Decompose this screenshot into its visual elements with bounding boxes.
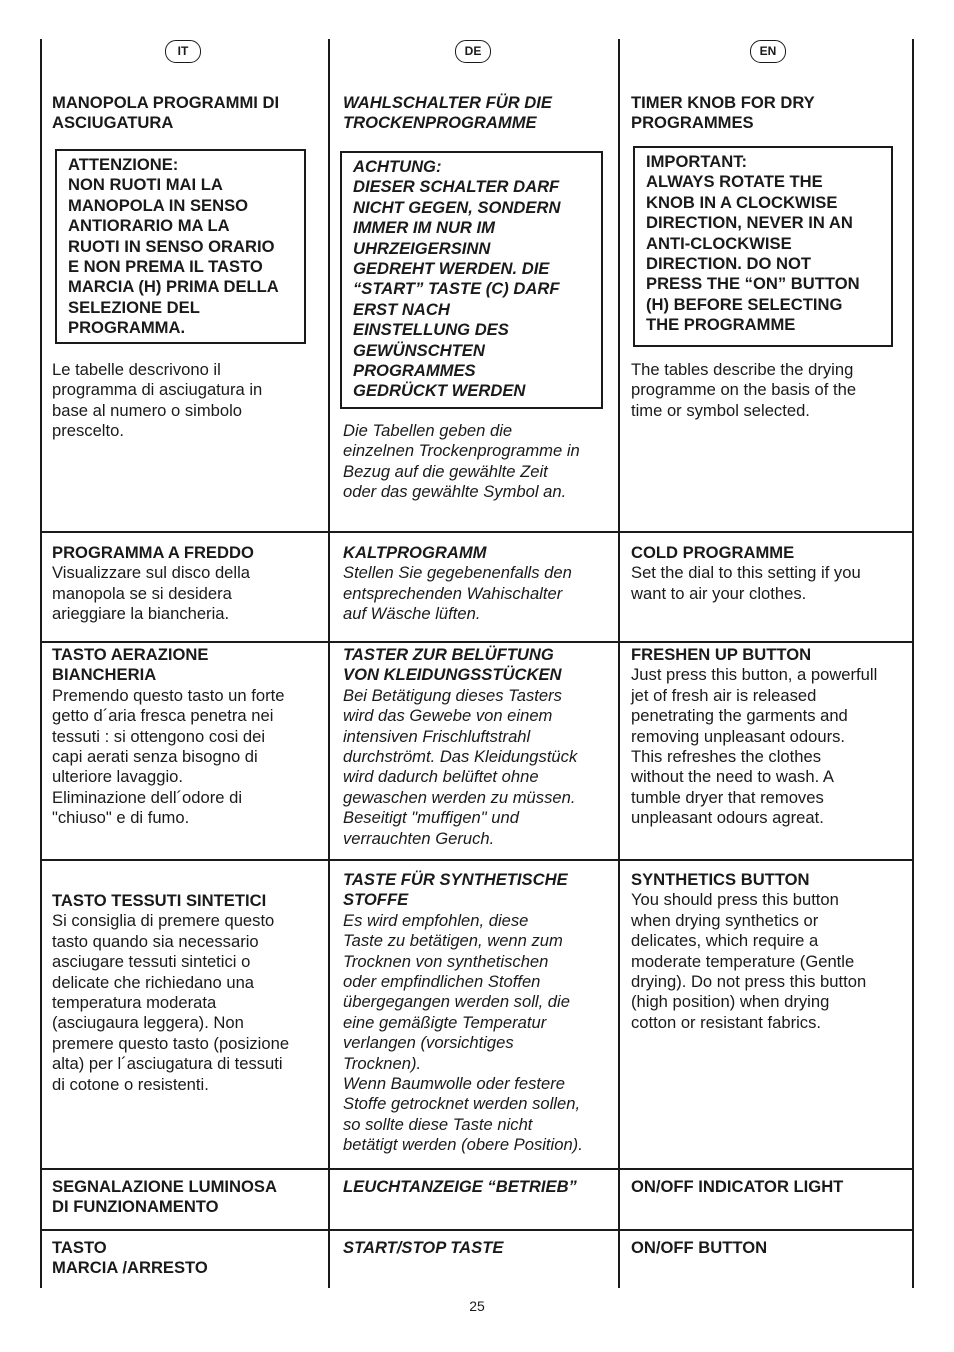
page-number: 25 [469, 1298, 485, 1314]
indicator-light-en: ON/OFF INDICATOR LIGHT [631, 1177, 844, 1196]
warning-box-de: ACHTUNG: DIESER SCHALTER DARF NICHT GEGEN, SONDERN IMMER IM NUR IM UHRZEIGERSINN GEDREHT WERDEN. DIE “START” TASTE (C) DARF ERST NACH EINSTELLUNG DES GEWÜNSCHTEN PROGRAMMES GEDRÜCKT WERDEN [340, 151, 603, 409]
column-divider-left [40, 39, 42, 1288]
header-de-title: WAHLSCHALTER FÜR DIE TROCKENPROGRAMME [343, 93, 552, 133]
indicator-light-it: SEGNALAZIONE LUMINOSA DI FUNZIONAMENTO [52, 1177, 277, 1217]
header-en-title: TIMER KNOB FOR DRY PROGRAMMES [631, 93, 815, 133]
freshen-up-de: TASTER ZUR BELÜFTUNG VON KLEIDUNGSSTÜCKEN Bei Betätigung dieses Tasters wird das Gewebe von einem intensiven Frischluftstrahl durchströmt. Das Kleidungstück wird dadurch belüftet ohne gewaschen werden zu müssen. Beseitigt "muffigen" und verrauchten Geruch. [343, 645, 578, 848]
indicator-light-de: LEUCHTANZEIGE “BETRIEB” [343, 1177, 577, 1196]
language-badge-it: IT [165, 40, 201, 63]
synthetics-it: TASTO TESSUTI SINTETICI Si consiglia di premere questo tasto quando sia necessario asciugare tessuti sintetici o delicate che richiedano una temperatura moderata (asciugaura leggera). Non premere questo tasto (posizione alta) per l´asciugatura di tessuti di cotone o resistenti. [52, 891, 290, 1094]
row-divider-2 [42, 641, 914, 643]
header-de-body: Die Tabellen geben die einzelnen Trockenprogramme in Bezug auf die gewählte Zeit oder das gewählte Symbol an. [343, 421, 580, 502]
column-divider-1 [328, 39, 330, 1288]
warning-box-en: IMPORTANT: ALWAYS ROTATE THE KNOB IN A CLOCKWISE DIRECTION, NEVER IN AN ANTI-CLOCKWISE DIRECTION. DO NOT PRESS THE “ON” BUTTON (H) BEFORE SELECTING THE PROGRAMME [633, 146, 893, 347]
language-badge-en: EN [750, 40, 786, 63]
synthetics-de: TASTE FÜR SYNTHETISCHE STOFFE Es wird empfohlen, diese Taste zu betätigen, wenn zum Trocknen von synthetischen oder empfindlichen Stoffen übergegangen werden soll, die eine gemäßigte Temperatur verlangen (vorsichtiges Trocknen). Wenn Baumwolle oder festere Stoffe getrocknet werden sollen, so sollte diese Taste nicht betätigt werden (obere Position). [343, 870, 583, 1155]
row-divider-3 [42, 859, 914, 861]
freshen-up-en: FRESHEN UP BUTTON Just press this button, a powerfull jet of fresh air is released penetrating the garments and removing unpleasant odours. This refreshes the clothes without the need to wash. A tumble dryer that removes unpleasant odours agreat. [631, 645, 878, 828]
synthetics-en: SYNTHETICS BUTTON You should press this button when drying synthetics or delicates, which require a moderate temperature (Gentle drying). Do not press this button (high position) when drying cotton or resistant fabrics. [631, 870, 867, 1032]
column-divider-2 [618, 39, 620, 1288]
on-off-button-it: TASTO MARCIA /ARRESTO [52, 1238, 208, 1278]
cold-programme-de: KALTPROGRAMM Stellen Sie gegebenenfalls den entsprechenden Wahischalter auf Wäsche lüften. [343, 543, 572, 624]
header-it-body: Le tabelle descrivono il programma di asciugatura in base al numero o simbolo prescelto. [52, 360, 263, 441]
language-badge-de: DE [455, 40, 491, 63]
row-divider-1 [42, 531, 914, 533]
on-off-button-de: START/STOP TASTE [343, 1238, 504, 1257]
freshen-up-it: TASTO AERAZIONE BIANCHERIA Premendo questo tasto un forte getto d´aria fresca penetra nei tessuti : si ottengono cosi dei capi aerati senza bisogno di ulteriore lavaggio. Eliminazione dell´odore di "chiuso" e di fumo. [52, 645, 285, 828]
row-divider-4 [42, 1168, 914, 1170]
header-en-body: The tables describe the drying programme on the basis of the time or symbol selected. [631, 360, 857, 420]
row-divider-5 [42, 1229, 914, 1231]
column-divider-right [912, 39, 914, 1288]
cold-programme-it: PROGRAMMA A FREDDO Visualizzare sul disco della manopola se si desidera arieggiare la biancheria. [52, 543, 254, 624]
on-off-button-en: ON/OFF BUTTON [631, 1238, 768, 1257]
cold-programme-en: COLD PROGRAMME Set the dial to this setting if you want to air your clothes. [631, 543, 861, 603]
header-it-title: MANOPOLA PROGRAMMI DI ASCIUGATURA [52, 93, 280, 133]
warning-box-it: ATTENZIONE: NON RUOTI MAI LA MANOPOLA IN SENSO ANTIORARIO MA LA RUOTI IN SENSO ORARIO E NON PREMA IL TASTO MARCIA (H) PRIMA DELLA SELEZIONE DEL PROGRAMMA. [55, 149, 306, 344]
